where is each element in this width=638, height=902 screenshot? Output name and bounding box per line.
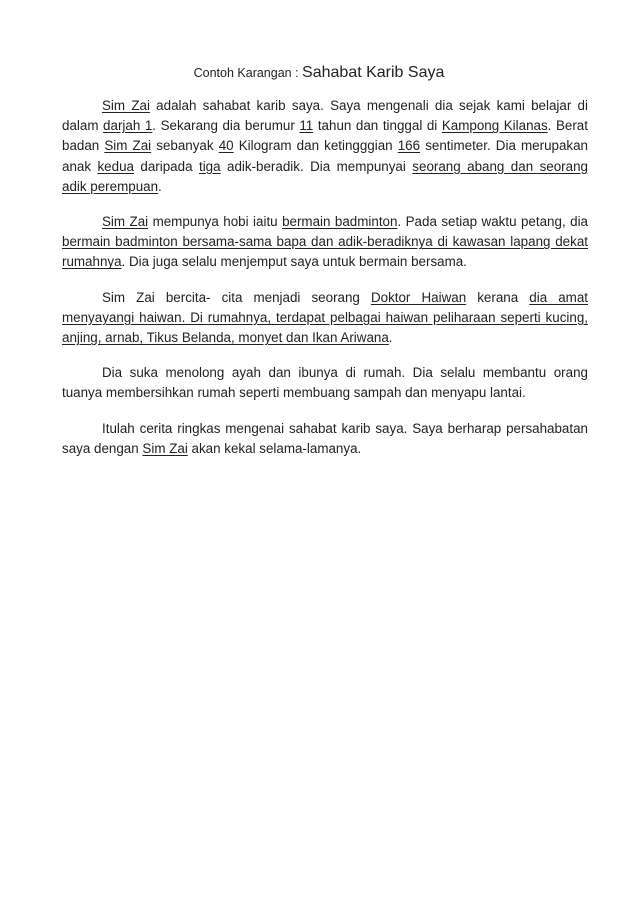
underlined-text: 166 [397,138,421,154]
text-run: Sim Zai bercita- cita menjadi seorang [102,289,371,305]
text-run: daripada [133,158,199,174]
underlined-text: Sim Zai [142,440,188,456]
text-run: kerana [466,289,530,305]
underlined-text: Doktor Haiwan [370,289,467,305]
underlined-text: seorang abang dan seorang adik perempuan [62,158,588,194]
text-run: tahun dan tinggal di [313,118,442,134]
text-run: . [388,330,393,346]
underlined-text: bermain badminton [282,214,398,230]
underlined-text: bermain badminton bersama-sama bapa dan adik-beradiknya di kawasan lapang dekat rumahnya [62,234,588,270]
underlined-text: tiga [198,158,221,174]
text-run: mempunya hobi iaitu [148,214,283,230]
text-run: . Berat badan [62,118,588,154]
text-run: Itulah cerita ringkas mengenai sahabat karib saya. Saya berharap persahabatan saya dengan [62,420,588,456]
underlined-text: Sim Zai [102,214,149,230]
text-run: . Pada setiap waktu petang, dia [397,214,588,230]
underlined-text: Sim Zai [102,98,150,113]
text-run: adalah sahabat karib saya. Saya mengenali dia sejak kami belajar di dalam [62,98,588,134]
underlined-text: dia amat menyayangi haiwan. Di rumahnya, terdapat pelbagai haiwan peliharaan seperti kucing, anjing, arnab, Tikus Belanda, monyet dan Ikan Ariwana [62,289,588,346]
underlined-text: Kampong Kilanas [441,118,548,134]
text-run: Kilogram dan ketingggian [233,138,398,154]
title-prefix: Contoh Karangan : [193,66,303,80]
text-run: akan kekal selama-lamanya. [187,440,362,456]
paragraph-5 [62,419,588,459]
text-run: . Sekarang dia berumur [152,118,300,134]
paragraph-1 [62,96,588,197]
paragraph-3 [62,288,588,349]
underlined-text: 40 [218,138,234,154]
text-run: . [158,178,162,194]
paragraph-2 [62,212,588,273]
underlined-text: darjah 1 [103,118,153,134]
text-run: Dia suka menolong ayah dan ibunya di rumah. Dia selalu membantu orang tuanya membersihkan rumah seperti membuang sampah dan menyapu lantai. [62,365,588,401]
title-main: Sahabat Karib Saya [302,64,445,81]
paragraph-4 [62,363,588,403]
underlined-text: 11 [299,118,314,134]
underlined-text: kedua [97,158,134,174]
page-title [0,62,638,84]
text-run: sentimeter. Dia merupakan anak [62,138,588,174]
essay-body [62,96,588,474]
underlined-text: Sim Zai [104,138,152,154]
text-run: adik-beradik. Dia mempunyai [220,158,413,174]
text-run: . Dia juga selalu menjemput saya untuk bermain bersama. [121,254,467,270]
text-run: sebanyak [151,138,219,154]
